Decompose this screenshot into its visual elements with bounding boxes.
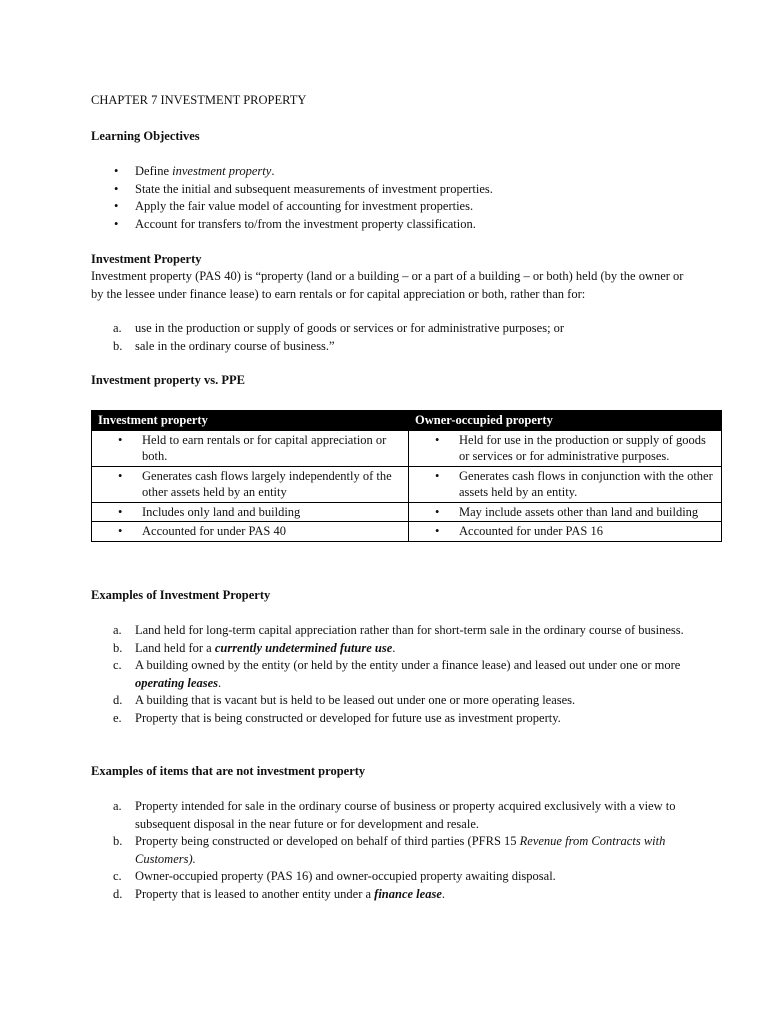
table-cell: • May include assets other than land and building [409,504,715,521]
list-item: a. Land held for long-term capital appreciation rather than for short-term sale in the ordinary course of business. [113,623,684,637]
chapter-title: CHAPTER 7 INVESTMENT PROPERTY [91,93,307,107]
list-item: c. A building owned by the entity (or held by the entity under a finance lease) and leased out under one or more operating leases. [113,658,681,690]
column-header-owner-occupied: Owner-occupied property [409,411,722,431]
list-item: e. Property that is being constructed or developed for future use as investment property. [113,710,561,725]
examples-list [91,622,691,727]
table-cell: • Accounted for under PAS 16 [409,523,715,540]
list-item: a. use in the production or supply of goods or services or for administrative purposes; or [113,321,565,335]
list-item: • Account for transfers to/from the investment property classification. [91,216,691,234]
learning-objectives-list [91,163,691,233]
table-cell: • Held to earn rentals or for capital appreciation or both. [92,432,402,465]
definition-exclusions-list [91,320,691,355]
list-item: a. Property intended for sale in the ordinary course of business or property acquired exclusively with a view to subsequent disposal in the near future or for development and resale. [113,799,676,831]
investment-property-heading: Investment Property [91,252,202,266]
list-item: d. Property that is leased to another entity under a finance lease. [113,886,445,901]
list-item: b. Property being constructed or developed on behalf of third parties (PFRS 15 Revenue from Contracts with Customers). [113,834,666,866]
table-cell: • Generates cash flows in conjunction with the other assets held by an entity. [409,468,715,501]
table-cell: • Generates cash flows largely independently of the other assets held by an entity [92,468,402,501]
list-item: c. Owner-occupied property (PAS 16) and owner-occupied property awaiting disposal. [113,869,556,883]
table-row [92,522,722,542]
list-item: b. sale in the ordinary course of business.” [113,338,335,353]
comparison-heading: Investment property vs. PPE [91,373,245,387]
column-header-investment-property: Investment property [92,411,409,431]
table-header-row [92,411,722,431]
learning-objectives-heading: Learning Objectives [91,129,200,143]
list-item: • State the initial and subsequent measurements of investment properties. [91,181,691,199]
table-row [92,430,722,466]
list-item: d. A building that is vacant but is held to be leased out under one or more operating leases. [113,693,576,707]
table-cell: • Includes only land and building [92,504,402,521]
table-cell: • Held for use in the production or supply of goods or services or for administrative purposes. [409,432,715,465]
investment-property-definition: Investment property (PAS 40) is “property (land or a building – or a part of a building – or both) held (by the owner or by the lessee under finance lease) to earn rentals or for capital appreciation or both, rather than for: [91,269,684,301]
list-item: • Apply the fair value model of accounting for investment properties. [91,198,691,216]
non-examples-heading: Examples of items that are not investment property [91,764,366,778]
examples-heading: Examples of Investment Property [91,588,271,602]
table-cell: • Accounted for under PAS 40 [92,523,402,540]
non-examples-list [91,798,691,903]
list-item: • Define investment property. [91,163,691,181]
table-row [92,502,722,522]
list-item: b. Land held for a currently undetermined future use. [113,640,396,655]
table-row [92,466,722,502]
comparison-table [91,410,722,542]
